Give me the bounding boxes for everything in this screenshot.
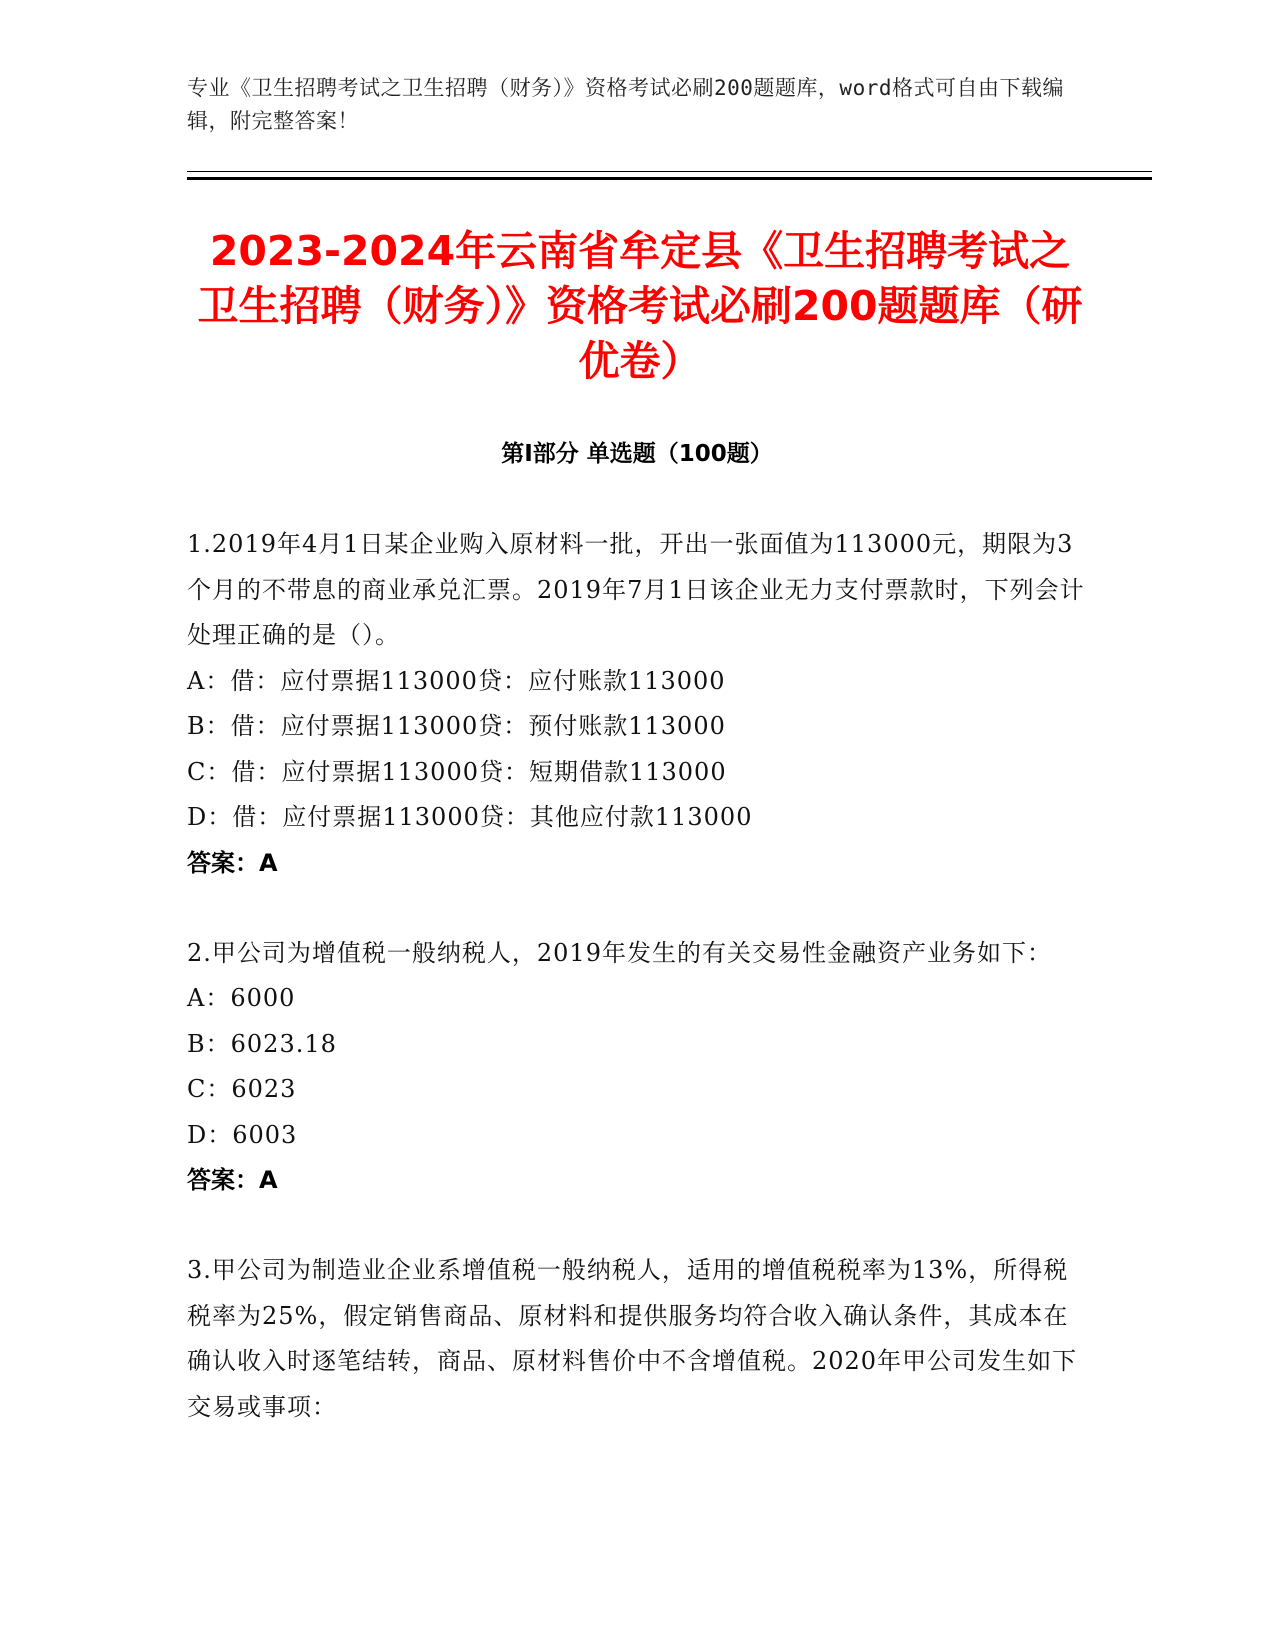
question-text: 2.甲公司为增值税一般纳税人，2019年发生的有关交易性金融资产业务如下： <box>187 938 1052 967</box>
question-1 <box>187 522 1087 886</box>
question-list <box>187 522 1087 1475</box>
option-d: D：借：应付票据113000贷：其他应付款113000 <box>187 803 753 831</box>
answer-label: 答案：A <box>187 1166 278 1194</box>
section-heading: 第Ⅰ部分 单选题（100题） <box>501 441 773 467</box>
option-c: C：借：应付票据113000贷：短期借款113000 <box>187 757 727 786</box>
option-a: A：6000 <box>187 984 296 1012</box>
document-title: 2023-2024年云南省牟定县《卫生招聘考试之卫生招聘（财务）》资格考试必刷200题题库（研优卷） <box>197 227 1083 385</box>
option-c: C：6023 <box>187 1075 297 1103</box>
header-divider-thin <box>187 171 1152 172</box>
option-a: A：借：应付票据113000贷：应付账款113000 <box>187 666 726 695</box>
header-divider-thick <box>187 177 1152 180</box>
question-text: 1.2019年4月1日某企业购入原材料一批，开出一张面值为113000元，期限为3个月的不带息的商业承兑汇票。2019年7月1日该企业无力支付票款时，下列会计处理正确的是（）。 <box>187 530 1085 649</box>
question-text: 3.甲公司为制造业企业系增值税一般纳税人，适用的增值税税率为13%，所得税税率为25%，假定销售商品、原材料和提供服务均符合收入确认条件，其成本在确认收入时逐笔结转，商品、原材料售价中不含增值税。2020年甲公司发生如下交易或事项： <box>187 1256 1078 1421</box>
answer-label: 答案：A <box>187 848 278 877</box>
header-note: 专业《卫生招聘考试之卫生招聘（财务）》资格考试必刷200题题库，word格式可自由下载编辑，附完整答案！ <box>187 76 1064 133</box>
question-2 <box>187 931 1087 1204</box>
question-3 <box>187 1248 1087 1430</box>
option-d: D：6003 <box>187 1120 298 1149</box>
option-b: B：借：应付票据113000贷：预付账款113000 <box>187 712 726 740</box>
option-b: B：6023.18 <box>187 1029 337 1058</box>
